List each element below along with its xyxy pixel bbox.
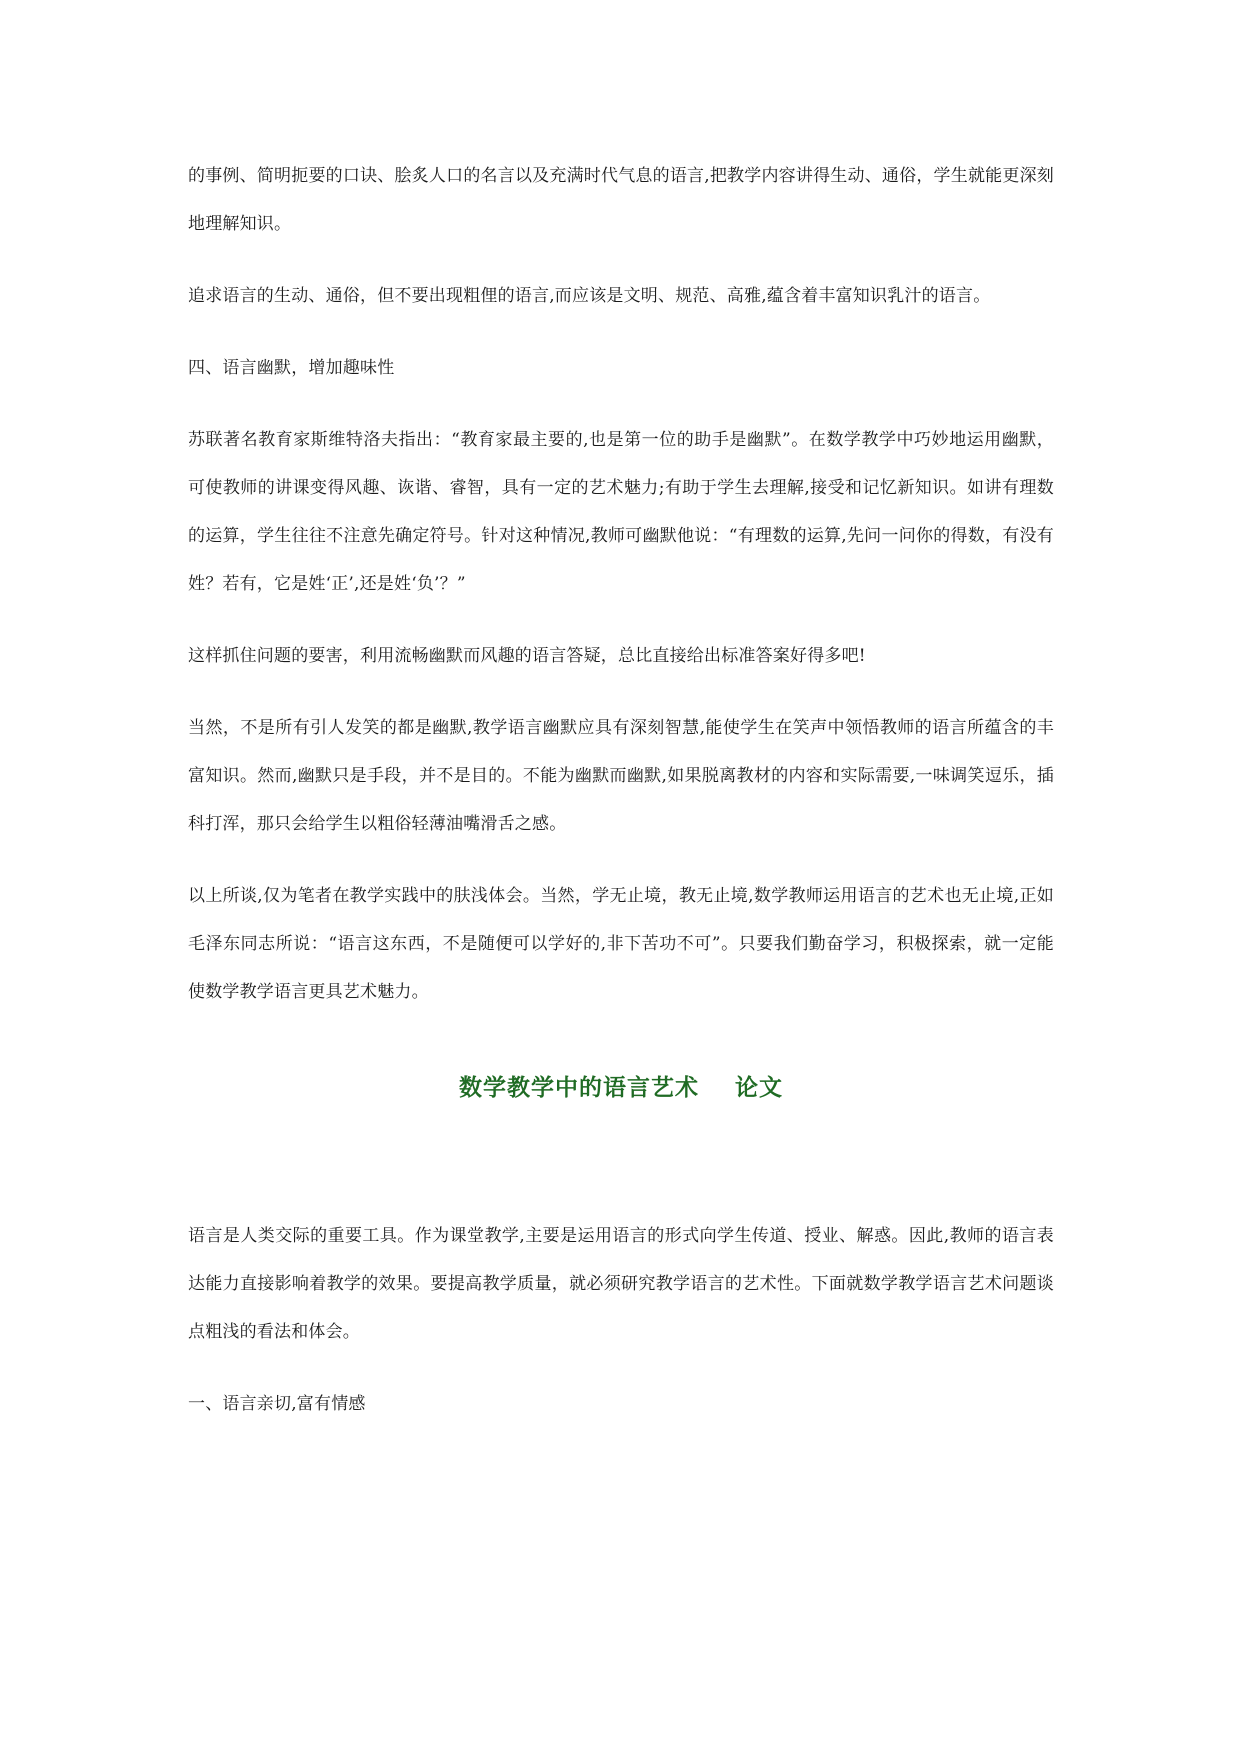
- document-page: [188, 152, 1054, 1452]
- paragraph-vivid-language: 追求语言的生动、通俗，但不要出现粗俚的语言,而应该是文明、规范、高雅,蕴含着丰富知识乳汁的语言。: [188, 286, 991, 306]
- section-heading-humor: 四、语言幽默，增加趣味性: [188, 358, 395, 378]
- section-heading-warm-language: 一、语言亲切,富有情感: [188, 1394, 366, 1414]
- paragraph-answer-questions: 这样抓住问题的要害，利用流畅幽默而风趣的语言答疑，总比直接给出标准答案好得多吧!: [188, 646, 866, 666]
- article-title: 数学教学中的语言艺术 论文: [458, 1075, 784, 1101]
- paragraph-humor-quote: 苏联著名教育家斯维特洛夫指出：“教育家最主要的,也是第一位的助手是幽默”。在数学教学中巧妙地运用幽默，可使教师的讲课变得风趣、诙谐、睿智，具有一定的艺术魅力;有助于学生去理解,接受和记忆新知识。如讲有理数的运算，学生往往不注意先确定符号。针对这种情况,教师可幽默他说：“有理数的运算,先问一问你的得数，有没有姓？若有，它是姓‘正’,还是姓‘负’？”: [188, 430, 1054, 594]
- paragraph-conclusion: 以上所谈,仅为笔者在教学实践中的肤浅体会。当然，学无止境，教无止境,数学教师运用语言的艺术也无止境,正如毛泽东同志所说：“语言这东西，不是随便可以学好的,非下苦功不可”。只要我们勤奋学习，积极探索，就一定能使数学教学语言更具艺术魅力。: [188, 886, 1054, 1002]
- paragraph-introduction: 语言是人类交际的重要工具。作为课堂教学,主要是运用语言的形式向学生传道、授业、解惑。因此,教师的语言表达能力直接影响着教学的效果。要提高教学质量，就必须研究教学语言的艺术性。下面就数学教学语言艺术问题谈点粗浅的看法和体会。: [188, 1226, 1054, 1342]
- paragraph-examples: 的事例、简明扼要的口诀、脍炙人口的名言以及充满时代气息的语言,把教学内容讲得生动、通俗，学生就能更深刻地理解知识。: [188, 166, 1054, 234]
- paragraph-humor-limits: 当然，不是所有引人发笑的都是幽默,教学语言幽默应具有深刻智慧,能使学生在笑声中领悟教师的语言所蕴含的丰富知识。然而,幽默只是手段，并不是目的。不能为幽默而幽默,如果脱离教材的内容和实际需要,一味调笑逗乐，插科打浑，那只会给学生以粗俗轻薄油嘴滑舌之感。: [188, 718, 1054, 834]
